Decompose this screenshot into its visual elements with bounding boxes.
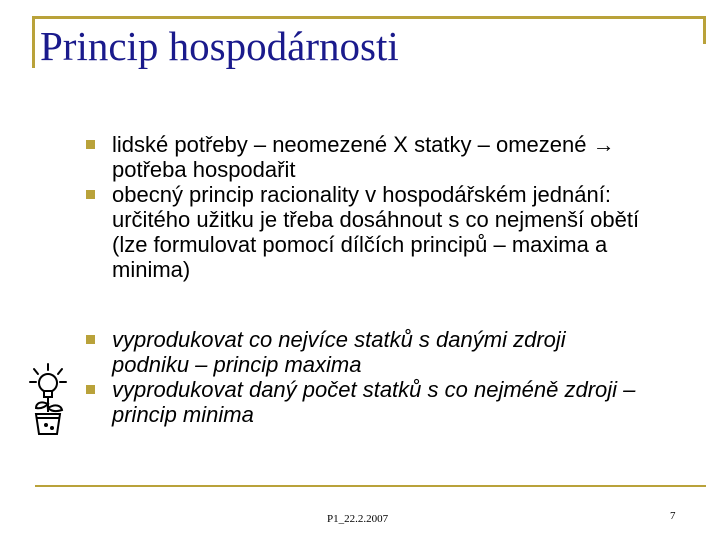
bullet-item <box>86 182 646 282</box>
bullet-item <box>86 377 646 427</box>
slide-title: Princip hospodárnosti <box>40 23 399 69</box>
bullet-marker <box>86 140 95 149</box>
bullet-list <box>86 132 646 427</box>
footer-divider <box>35 485 706 487</box>
bullet-text: vyprodukovat daný počet statků s co nejméně zdroji – princip minima <box>112 377 636 427</box>
bullet-marker <box>86 190 95 199</box>
bullet-marker <box>86 335 95 344</box>
frame-top-line <box>32 16 706 19</box>
lightbulb-plant-icon <box>28 362 72 440</box>
frame-left-line <box>32 16 35 68</box>
bullet-item <box>86 132 646 182</box>
bullet-marker <box>86 385 95 394</box>
bullet-text: obecný princip racionality v hospodářském jednání: určitého užitku je třeba dosáhnout s co nejmenší obětí (lze formulovat pomocí dílčích principů – maxima a minima) <box>112 182 640 282</box>
page-number: 7 <box>670 510 676 522</box>
frame-right-line <box>703 16 706 44</box>
bullet-item <box>86 327 646 377</box>
bullet-text: lidské potřeby – neomezené X statky – omezené → potřeba hospodařit <box>112 132 615 182</box>
footer-text: P1_22.2.2007 <box>327 513 389 525</box>
bullet-text: vyprodukovat co nejvíce statků s danými zdroji podniku – princip maxima <box>112 327 566 377</box>
